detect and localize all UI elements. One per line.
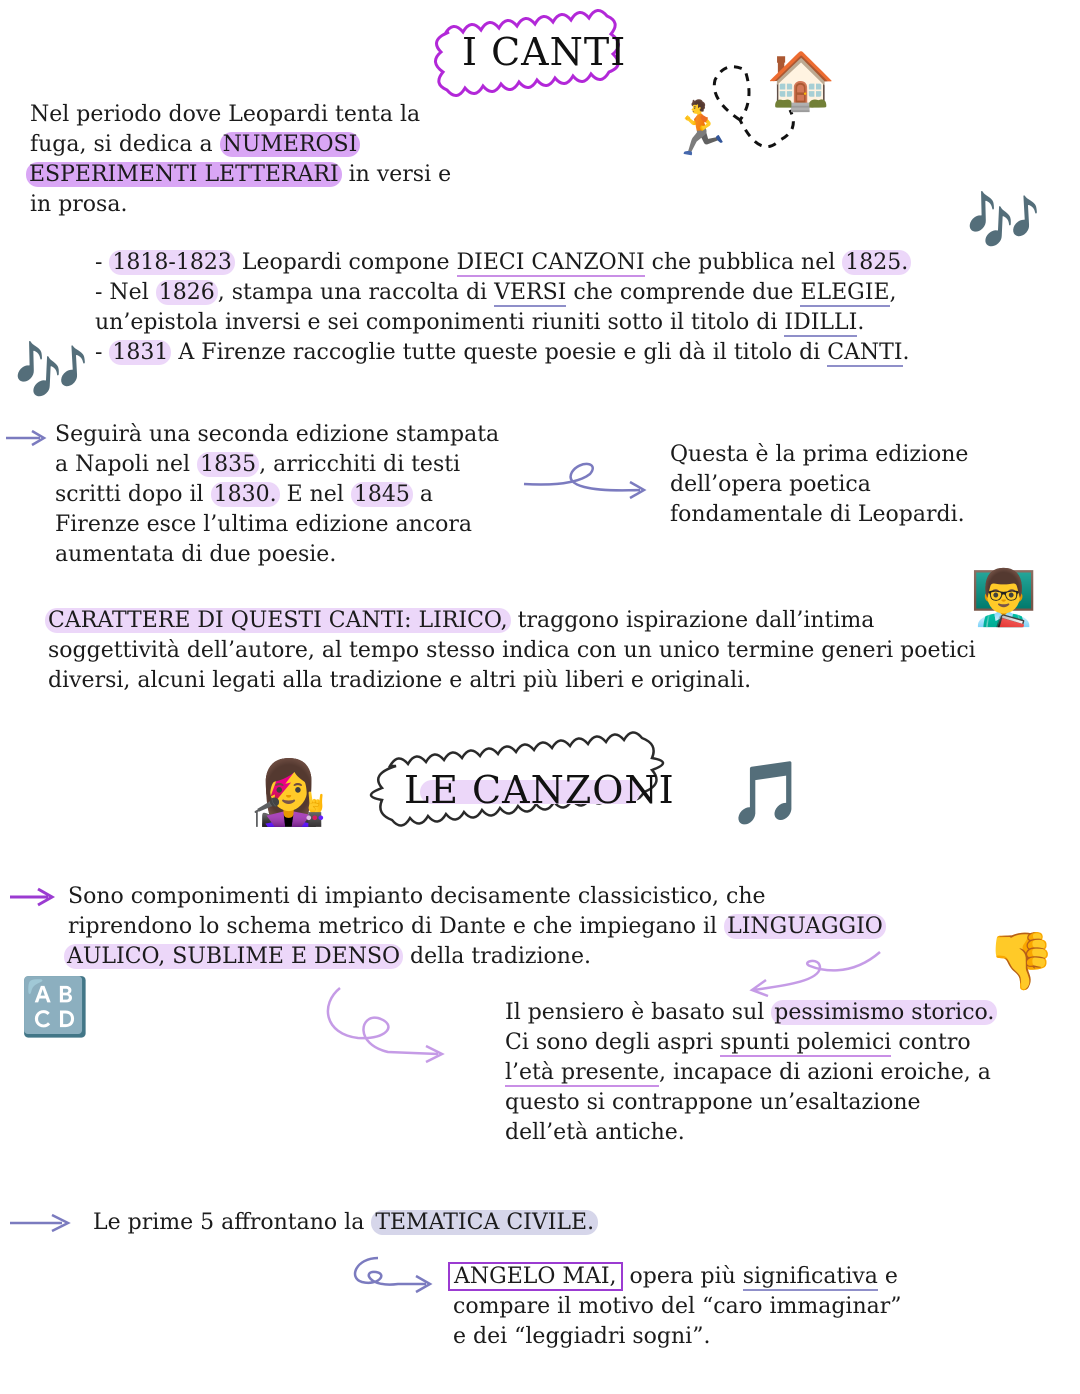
teacher-emoji: 👨‍🏫 xyxy=(970,566,1038,629)
intro-text: fuga, si dedica a xyxy=(30,132,220,157)
music-note-emoji: 🎵 xyxy=(728,756,806,829)
arrow-icon xyxy=(8,1212,74,1234)
highlight-numerosi: NUMEROSI xyxy=(220,132,361,157)
timeline-text: Leopardi compone xyxy=(234,250,457,275)
canzoni-line-2 xyxy=(68,912,886,942)
arrow-icon xyxy=(4,428,50,448)
intro-text: Nel periodo dove Leopardi tenta la xyxy=(30,102,421,127)
character-line-2 xyxy=(48,636,976,666)
timeline-text: , xyxy=(889,280,897,305)
house-emoji: 🏠 xyxy=(766,49,836,114)
curly-arrow-icon xyxy=(520,456,650,506)
highlight-carattere: CARATTERE DI QUESTI CANTI: LIRICO, xyxy=(45,608,511,633)
character-line-1 xyxy=(45,606,874,636)
pessimismo-line-1 xyxy=(505,998,997,1028)
underline-eta: l’età presente xyxy=(505,1060,659,1085)
intro-line-1 xyxy=(30,100,420,130)
key-elegie: ELEGIE xyxy=(800,280,890,305)
music-notes-emoji-left: 🎶 xyxy=(14,337,89,407)
character-text: traggono ispirazione dall’intima xyxy=(510,608,875,633)
editions-line-4 xyxy=(55,510,472,540)
angelo-line-2 xyxy=(453,1292,902,1322)
pessimismo-text: contro xyxy=(891,1030,971,1055)
boxed-angelo-mai: ANGELO MAI, xyxy=(448,1262,623,1291)
civile-line xyxy=(93,1208,598,1238)
timeline-text: che pubblica nel xyxy=(644,250,843,275)
thumbs-down-emoji: 👎 xyxy=(986,929,1056,994)
editions-text: , arricchiti di testi xyxy=(259,452,461,477)
page-title: I CANTI xyxy=(462,30,627,74)
singer-emoji: 👩‍🎤 xyxy=(250,756,328,829)
music-notes-emoji: 🎶 xyxy=(966,187,1041,257)
character-text: diversi, alcuni legati alla tradizione e altri più liberi e originali. xyxy=(48,668,752,693)
highlight-linguaggio: LINGUAGGIO xyxy=(724,914,886,939)
timeline-text: . xyxy=(902,340,910,365)
underline-spunti: spunti polemici xyxy=(720,1030,892,1055)
key-canti: CANTI xyxy=(827,340,903,365)
editions-line-2 xyxy=(55,450,460,480)
pessimismo-text: dell’età antiche. xyxy=(505,1120,685,1145)
editions-text: scritti dopo il xyxy=(55,482,211,507)
pessimismo-text: , incapace di azioni eroiche, a xyxy=(658,1060,991,1085)
year-highlight: 1826 xyxy=(156,280,218,305)
note-line-3 xyxy=(670,500,965,530)
pessimismo-text: Il pensiero è basato sul xyxy=(505,1000,772,1025)
timeline-item-2 xyxy=(95,278,897,308)
key-idilli: IDILLI xyxy=(784,310,858,335)
angelo-line-3 xyxy=(453,1322,710,1352)
pessimismo-line-2 xyxy=(505,1028,971,1058)
year-highlight: 1830. xyxy=(211,482,280,507)
editions-line-3 xyxy=(55,480,433,510)
angelo-text: e dei “leggiadri sogni”. xyxy=(453,1324,711,1349)
timeline-text: , stampa una raccolta di xyxy=(217,280,495,305)
pessimismo-line-3 xyxy=(505,1058,991,1088)
canzoni-line-3 xyxy=(64,942,591,972)
canzoni-text: Sono componimenti di impianto decisamente classicistico, che xyxy=(68,884,766,909)
editions-text: a Napoli nel xyxy=(55,452,198,477)
runner-emoji: 🏃 xyxy=(668,99,733,159)
angelo-line-1 xyxy=(448,1262,898,1292)
timeline-text: - Nel xyxy=(95,280,156,305)
timeline-text: . xyxy=(857,310,865,335)
editions-text: Seguirà una seconda edizione stampata xyxy=(55,422,500,447)
intro-line-4 xyxy=(30,190,127,220)
loop-arrow-icon xyxy=(318,984,458,1064)
intro-line-2 xyxy=(30,130,360,160)
angelo-text: e xyxy=(877,1264,898,1289)
year-highlight: 1831 xyxy=(109,340,171,365)
editions-line-1 xyxy=(55,420,499,450)
highlight-tematica-civile: TEMATICA CIVILE. xyxy=(371,1210,598,1235)
year-highlight: 1845 xyxy=(351,482,413,507)
key-versi: VERSI xyxy=(494,280,567,305)
intro-line-3 xyxy=(26,160,451,190)
underline-significativa: significativa xyxy=(742,1264,878,1289)
arrow-icon xyxy=(8,886,60,908)
key-dieci-canzoni: DIECI CANZONI xyxy=(456,250,645,275)
highlight-aulico: AULICO, SUBLIME E DENSO xyxy=(64,944,403,969)
timeline-text: che comprende due xyxy=(566,280,801,305)
editions-text: E nel xyxy=(279,482,351,507)
highlight-esperimenti: ESPERIMENTI LETTERARI xyxy=(26,162,342,187)
highlight-pessimismo: pessimismo storico. xyxy=(771,1000,997,1025)
note-line-2 xyxy=(670,470,871,500)
timeline-text: A Firenze raccoglie tutte queste poesie e gli dà il titolo di xyxy=(171,340,828,365)
note-text: Questa è la prima edizione xyxy=(670,442,969,467)
year-highlight: 1825. xyxy=(842,250,911,275)
year-highlight: 1818-1823 xyxy=(109,250,234,275)
abcd-emoji: 🔠 xyxy=(20,975,90,1040)
timeline-item-4: - 1831 A Firenze raccoglie tutte queste poesie e gli dà il titolo di CANTI. xyxy=(95,340,910,365)
intro-text: in versi e xyxy=(341,162,452,187)
note-text: fondamentale di Leopardi. xyxy=(670,502,965,527)
editions-text: a xyxy=(412,482,433,507)
civile-text: Le prime 5 affrontano la xyxy=(93,1210,372,1235)
pessimismo-text: Ci sono degli aspri xyxy=(505,1030,721,1055)
pessimismo-line-4 xyxy=(505,1088,921,1118)
canzoni-line-1 xyxy=(68,882,766,912)
loop-arrow-icon xyxy=(348,1254,440,1298)
angelo-text: opera più xyxy=(622,1264,743,1289)
canzoni-text: della tradizione. xyxy=(403,944,591,969)
editions-line-5 xyxy=(55,540,336,570)
angelo-text: compare il motivo del “caro immaginar” xyxy=(453,1294,902,1319)
curved-arrow-icon xyxy=(740,948,890,998)
intro-text: in prosa. xyxy=(30,192,128,217)
note-line-1 xyxy=(670,440,968,470)
pessimismo-text: questo si contrappone un’esaltazione xyxy=(505,1090,921,1115)
note-text: dell’opera poetica xyxy=(670,472,871,497)
timeline-item-3 xyxy=(95,308,864,338)
character-text: soggettività dell’autore, al tempo stesso indica con un unico termine generi poetici xyxy=(48,638,976,663)
section-title-canzoni: LE CANZONI xyxy=(404,768,675,812)
pessimismo-line-5 xyxy=(505,1118,685,1148)
timeline-item-1: - 1818-1823 Leopardi compone DIECI CANZONI che pubblica nel 1825. xyxy=(95,248,911,278)
canzoni-text: riprendono lo schema metrico di Dante e che impiegano il xyxy=(68,914,725,939)
year-highlight: 1835 xyxy=(197,452,259,477)
timeline-text: un’epistola inversi e sei componimenti riuniti sotto il titolo di xyxy=(95,310,785,335)
character-line-3 xyxy=(48,666,751,696)
editions-text: aumentata di due poesie. xyxy=(55,542,337,567)
editions-text: Firenze esce l’ultima edizione ancora xyxy=(55,512,473,537)
